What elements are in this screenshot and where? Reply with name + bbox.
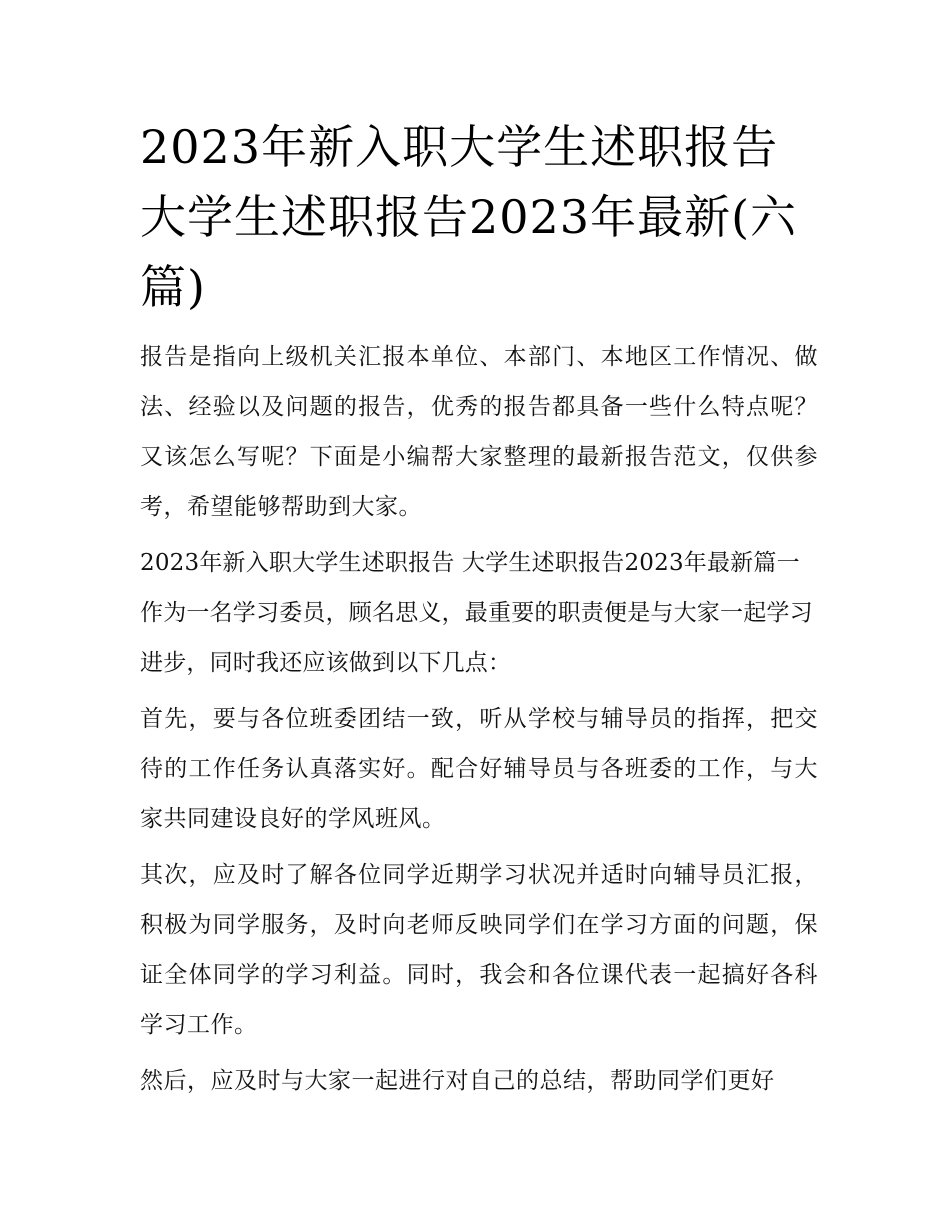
body-paragraph-first: 首先，要与各位班委团结一致，听从学校与辅导员的指挥，把交待的工作任务认真落实好。配合好辅导员与各班委的工作，与大家共同建设良好的学风班风。	[140, 706, 818, 832]
intro-paragraph: 报告是指向上级机关汇报本单位、本部门、本地区工作情况、做法、经验以及问题的报告，优秀的报告都具备一些什么特点呢？又该怎么写呢？下面是小编帮大家整理的最新报告范文，仅供参考，希望能够帮助到大家。	[140, 344, 818, 520]
body-paragraph-third: 然后，应及时与大家一起进行对自己的总结，帮助同学们更好	[140, 1068, 775, 1094]
body-paragraph-second: 其次，应及时了解各位同学近期学习状况并适时向辅导员汇报，积极为同学服务，及时向老师反映同学们在学习方面的问题，保证全体同学的学习利益。同时，我会和各位课代表一起搞好各科学习工作。	[140, 862, 818, 1038]
document-title: 2023年新入职大学生述职报告 大学生述职报告2023年最新(六篇)	[140, 120, 798, 314]
section-heading-paragraph: 2023年新入职大学生述职报告 大学生述职报告2023年最新篇一 作为一名学习委员，顾名思义，最重要的职责便是与大家一起学习进步，同时我还应该做到以下几点：	[140, 550, 813, 676]
